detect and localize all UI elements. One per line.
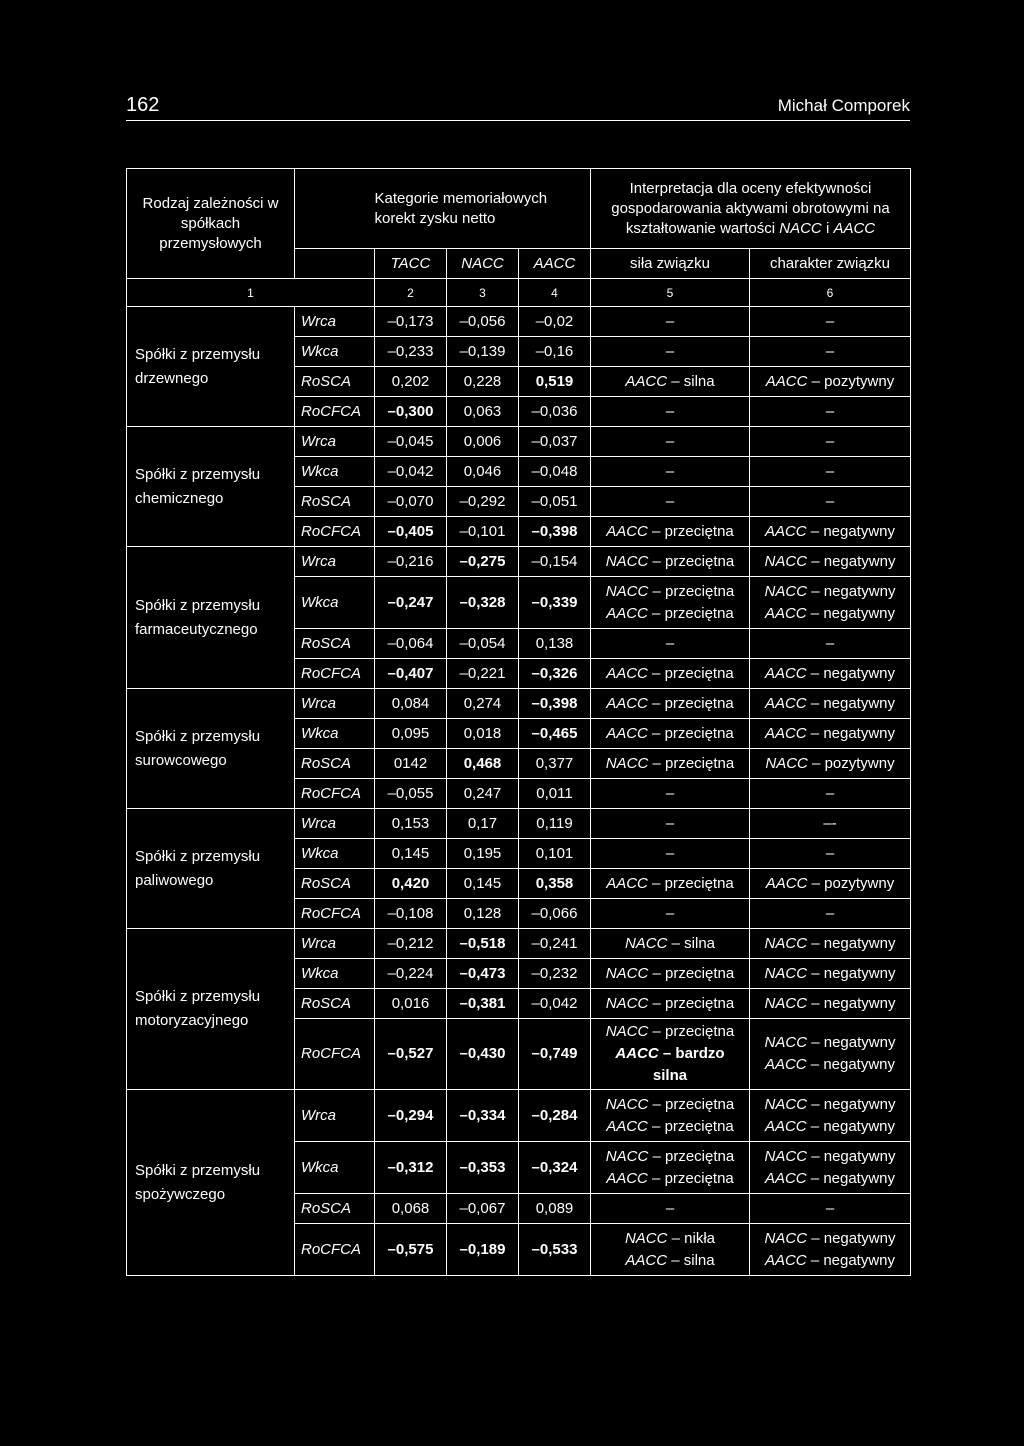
character-text: – bbox=[825, 432, 835, 450]
nacc-value: –0,101 bbox=[447, 517, 519, 547]
variable-name: Wrca bbox=[295, 307, 375, 337]
nacc-value: –0,275 bbox=[447, 547, 519, 577]
nacc-value: –0,353 bbox=[447, 1142, 519, 1194]
variable-name: Wrca bbox=[295, 427, 375, 457]
tacc-value: –0,045 bbox=[375, 427, 447, 457]
header-character: charakter związku bbox=[750, 249, 911, 279]
strength-text: AACC – przeciętna bbox=[606, 522, 734, 540]
character-text: AACC – negatywny bbox=[764, 1056, 896, 1073]
tacc-value: –0,405 bbox=[375, 517, 447, 547]
character-text: – bbox=[825, 844, 835, 862]
col-number: 3 bbox=[447, 279, 519, 307]
character-text: NACC – negatywny bbox=[764, 1095, 896, 1113]
character-text: – bbox=[825, 462, 835, 480]
tacc-value: 0,202 bbox=[375, 367, 447, 397]
character-text: NACC – pozytywny bbox=[765, 754, 895, 772]
variable-name: RoCFCA bbox=[295, 1224, 375, 1276]
aacc-value: 0,358 bbox=[519, 869, 591, 899]
strength-cell bbox=[591, 337, 750, 367]
strength-text: AACC – przeciętna bbox=[606, 694, 734, 712]
character-cell bbox=[750, 809, 911, 839]
header-interpretation-text: Interpretacja dla oceny efektywności gospodarowania aktywami obrotowymi na kształtowanie wartości NACC i AACC bbox=[611, 179, 890, 237]
nacc-value: –0,328 bbox=[447, 577, 519, 629]
character-text: NACC – negatywny bbox=[764, 1229, 896, 1247]
aacc-value: 0,011 bbox=[519, 779, 591, 809]
character-text: – bbox=[825, 312, 835, 330]
strength-text: NACC – przeciętna bbox=[605, 582, 735, 600]
strength-text: AACC – przeciętna bbox=[606, 1169, 734, 1187]
industry-group-label: Spółki z przemysłu paliwowego bbox=[127, 809, 295, 929]
variable-name: RoSCA bbox=[295, 367, 375, 397]
variable-name: RoCFCA bbox=[295, 1019, 375, 1090]
character-text: NACC – negatywny bbox=[764, 582, 896, 600]
character-cell bbox=[750, 869, 911, 899]
header-strength: siła związku bbox=[591, 249, 750, 279]
strength-cell bbox=[591, 487, 750, 517]
strength-text: – bbox=[665, 402, 675, 420]
header-dependency-type: Rodzaj zależności w spółkach przemysłowych bbox=[127, 169, 295, 279]
aacc-value: –0,749 bbox=[519, 1019, 591, 1090]
character-cell bbox=[750, 779, 911, 809]
nacc-value: –0,334 bbox=[447, 1090, 519, 1142]
character-cell bbox=[750, 689, 911, 719]
variable-name: RoSCA bbox=[295, 487, 375, 517]
tacc-value: 0,095 bbox=[375, 719, 447, 749]
strength-text: NACC – przeciętna bbox=[605, 754, 735, 772]
strength-cell bbox=[591, 457, 750, 487]
header-tacc: TACC bbox=[375, 249, 447, 279]
aacc-value: –0,16 bbox=[519, 337, 591, 367]
aacc-value: –0,02 bbox=[519, 307, 591, 337]
strength-text: NACC – przeciętna bbox=[605, 994, 735, 1012]
nacc-value: 0,274 bbox=[447, 689, 519, 719]
tacc-value: –0,216 bbox=[375, 547, 447, 577]
tacc-value: –0,064 bbox=[375, 629, 447, 659]
tacc-value: 0,084 bbox=[375, 689, 447, 719]
aacc-value: –0,232 bbox=[519, 959, 591, 989]
nacc-value: 0,046 bbox=[447, 457, 519, 487]
strength-text: AACC – przeciętna bbox=[606, 724, 734, 742]
header-aacc: AACC bbox=[519, 249, 591, 279]
nacc-value: 0,018 bbox=[447, 719, 519, 749]
strength-cell bbox=[591, 959, 750, 989]
tacc-value: –0,212 bbox=[375, 929, 447, 959]
strength-cell bbox=[591, 749, 750, 779]
character-text: AACC – negatywny bbox=[764, 664, 896, 682]
variable-name: Wkca bbox=[295, 457, 375, 487]
industry-group-label: Spółki z przemysłu motoryzacyjnego bbox=[127, 929, 295, 1090]
tacc-value: –0,312 bbox=[375, 1142, 447, 1194]
header-accrual-categories: Kategorie memoriałowych korekt zysku netto bbox=[375, 169, 591, 249]
character-cell bbox=[750, 367, 911, 397]
variable-name: RoCFCA bbox=[295, 779, 375, 809]
character-text: AACC – negatywny bbox=[764, 1117, 896, 1135]
industry-group-label: Spółki z przemysłu surowcowego bbox=[127, 689, 295, 809]
variable-name: RoSCA bbox=[295, 869, 375, 899]
strength-cell bbox=[591, 899, 750, 929]
strength-cell bbox=[591, 629, 750, 659]
nacc-value: –0,139 bbox=[447, 337, 519, 367]
nacc-value: –0,430 bbox=[447, 1019, 519, 1090]
nacc-value: –0,189 bbox=[447, 1224, 519, 1276]
strength-text: – bbox=[665, 312, 675, 330]
strength-text: AACC – przeciętna bbox=[606, 664, 734, 682]
aacc-value: –0,465 bbox=[519, 719, 591, 749]
character-text: NACC – negatywny bbox=[764, 964, 896, 982]
tacc-value: 0,068 bbox=[375, 1194, 447, 1224]
tacc-value: –0,247 bbox=[375, 577, 447, 629]
strength-cell bbox=[591, 869, 750, 899]
character-cell bbox=[750, 547, 911, 577]
nacc-value: –0,518 bbox=[447, 929, 519, 959]
tacc-value: –0,108 bbox=[375, 899, 447, 929]
strength-text: NACC – przeciętna bbox=[605, 1095, 735, 1113]
aacc-value: 0,101 bbox=[519, 839, 591, 869]
character-text: NACC – negatywny bbox=[764, 552, 896, 570]
col-number: 4 bbox=[519, 279, 591, 307]
nacc-value: 0,228 bbox=[447, 367, 519, 397]
variable-name: RoSCA bbox=[295, 1194, 375, 1224]
aacc-value: –0,042 bbox=[519, 989, 591, 1019]
aacc-value: 0,119 bbox=[519, 809, 591, 839]
strength-cell bbox=[591, 1194, 750, 1224]
character-cell bbox=[750, 719, 911, 749]
nacc-value: 0,17 bbox=[447, 809, 519, 839]
variable-name: RoSCA bbox=[295, 749, 375, 779]
industry-group-label: Spółki z przemysłu farmaceutycznego bbox=[127, 547, 295, 689]
nacc-value: –0,292 bbox=[447, 487, 519, 517]
strength-cell bbox=[591, 1090, 750, 1142]
strength-text: – bbox=[665, 634, 675, 652]
tacc-value: –0,224 bbox=[375, 959, 447, 989]
variable-name: Wrca bbox=[295, 547, 375, 577]
variable-name: RoCFCA bbox=[295, 899, 375, 929]
aacc-value: 0,089 bbox=[519, 1194, 591, 1224]
strength-cell bbox=[591, 517, 750, 547]
strength-cell bbox=[591, 929, 750, 959]
variable-name: Wrca bbox=[295, 809, 375, 839]
strength-cell bbox=[591, 1019, 750, 1090]
nacc-value: –0,221 bbox=[447, 659, 519, 689]
strength-cell bbox=[591, 547, 750, 577]
character-cell bbox=[750, 1142, 911, 1194]
strength-text: AACC – przeciętna bbox=[606, 874, 734, 892]
strength-text: – bbox=[665, 814, 675, 832]
nacc-value: –0,054 bbox=[447, 629, 519, 659]
header-interpretation bbox=[591, 169, 911, 249]
tacc-value: –0,294 bbox=[375, 1090, 447, 1142]
variable-name: Wkca bbox=[295, 1142, 375, 1194]
nacc-value: 0,468 bbox=[447, 749, 519, 779]
variable-name: Wkca bbox=[295, 337, 375, 367]
strength-cell bbox=[591, 397, 750, 427]
nacc-value: 0,128 bbox=[447, 899, 519, 929]
nacc-value: –0,381 bbox=[447, 989, 519, 1019]
character-text: – bbox=[825, 634, 835, 652]
character-cell bbox=[750, 517, 911, 547]
character-text: – bbox=[825, 492, 835, 510]
aacc-value: –0,284 bbox=[519, 1090, 591, 1142]
character-text: AACC – pozytywny bbox=[765, 372, 895, 390]
variable-name: RoCFCA bbox=[295, 397, 375, 427]
nacc-value: 0,063 bbox=[447, 397, 519, 427]
variable-name: Wrca bbox=[295, 929, 375, 959]
running-head-author: Michał Comporek bbox=[777, 96, 910, 115]
tacc-value: –0,173 bbox=[375, 307, 447, 337]
tacc-value: 0,153 bbox=[375, 809, 447, 839]
character-cell bbox=[750, 457, 911, 487]
industry-group-label: Spółki z przemysłu drzewnego bbox=[127, 307, 295, 427]
character-cell bbox=[750, 1194, 911, 1224]
strength-text: NACC – nikła bbox=[624, 1229, 716, 1247]
tacc-value: –0,233 bbox=[375, 337, 447, 367]
character-text: NACC – negatywny bbox=[764, 1034, 896, 1051]
character-text: AACC – negatywny bbox=[764, 604, 896, 622]
character-text: AACC – negatywny bbox=[764, 724, 896, 742]
aacc-value: –0,154 bbox=[519, 547, 591, 577]
strength-text: AACC – przeciętna bbox=[606, 604, 734, 622]
variable-name: RoSCA bbox=[295, 629, 375, 659]
col-number: 2 bbox=[375, 279, 447, 307]
character-text: AACC – negatywny bbox=[764, 694, 896, 712]
nacc-value: 0,247 bbox=[447, 779, 519, 809]
nacc-value: –0,056 bbox=[447, 307, 519, 337]
character-cell bbox=[750, 989, 911, 1019]
table-row bbox=[127, 427, 911, 457]
tacc-value: 0,420 bbox=[375, 869, 447, 899]
strength-cell bbox=[591, 1142, 750, 1194]
character-text: – bbox=[825, 402, 835, 420]
header-nacc: NACC bbox=[447, 249, 519, 279]
industry-group-label: Spółki z przemysłu spożywczego bbox=[127, 1090, 295, 1276]
aacc-value: –0,326 bbox=[519, 659, 591, 689]
character-cell bbox=[750, 659, 911, 689]
variable-name: RoCFCA bbox=[295, 659, 375, 689]
table-row bbox=[127, 809, 911, 839]
character-cell bbox=[750, 929, 911, 959]
character-text: NACC – negatywny bbox=[764, 934, 896, 952]
table-row bbox=[127, 307, 911, 337]
strength-text: NACC – przeciętna bbox=[605, 964, 735, 982]
character-text: NACC – negatywny bbox=[764, 1147, 896, 1165]
table-body bbox=[127, 307, 911, 1276]
character-cell bbox=[750, 397, 911, 427]
character-text: – bbox=[825, 1199, 835, 1217]
strength-cell bbox=[591, 1224, 750, 1276]
variable-name: Wrca bbox=[295, 1090, 375, 1142]
col-number: 6 bbox=[750, 279, 911, 307]
character-text: AACC – pozytywny bbox=[765, 874, 895, 892]
aacc-value: –0,533 bbox=[519, 1224, 591, 1276]
strength-text: – bbox=[665, 342, 675, 360]
tacc-value: –0,575 bbox=[375, 1224, 447, 1276]
aacc-value: 0,138 bbox=[519, 629, 591, 659]
tacc-value: –0,042 bbox=[375, 457, 447, 487]
results-table bbox=[126, 168, 911, 1276]
strength-cell bbox=[591, 719, 750, 749]
strength-text: NACC – przeciętna bbox=[605, 1147, 735, 1165]
character-text: AACC – negatywny bbox=[764, 522, 896, 540]
character-cell bbox=[750, 1224, 911, 1276]
aacc-value: –0,339 bbox=[519, 577, 591, 629]
character-cell bbox=[750, 839, 911, 869]
table-row bbox=[127, 929, 911, 959]
page-header bbox=[126, 92, 910, 121]
character-cell bbox=[750, 307, 911, 337]
character-text: – bbox=[825, 904, 835, 922]
aacc-value: –0,066 bbox=[519, 899, 591, 929]
tacc-value: –0,070 bbox=[375, 487, 447, 517]
tacc-value: 0142 bbox=[375, 749, 447, 779]
nacc-value: 0,006 bbox=[447, 427, 519, 457]
variable-name: Wkca bbox=[295, 839, 375, 869]
strength-text: – bbox=[665, 904, 675, 922]
nacc-value: 0,195 bbox=[447, 839, 519, 869]
strength-cell bbox=[591, 989, 750, 1019]
strength-text: NACC – przeciętna bbox=[605, 1023, 735, 1040]
tacc-value: –0,300 bbox=[375, 397, 447, 427]
table-row bbox=[127, 1090, 911, 1142]
nacc-value: –0,473 bbox=[447, 959, 519, 989]
table-row bbox=[127, 689, 911, 719]
strength-cell bbox=[591, 689, 750, 719]
character-text: – bbox=[825, 784, 835, 802]
character-cell bbox=[750, 899, 911, 929]
character-cell bbox=[750, 337, 911, 367]
tacc-value: 0,016 bbox=[375, 989, 447, 1019]
character-text: NACC – negatywny bbox=[764, 994, 896, 1012]
strength-cell bbox=[591, 809, 750, 839]
aacc-value: –0,051 bbox=[519, 487, 591, 517]
tacc-value: –0,527 bbox=[375, 1019, 447, 1090]
character-cell bbox=[750, 629, 911, 659]
variable-name: Wkca bbox=[295, 959, 375, 989]
character-cell bbox=[750, 749, 911, 779]
industry-group-label: Spółki z przemysłu chemicznego bbox=[127, 427, 295, 547]
strength-text: – bbox=[665, 492, 675, 510]
strength-cell bbox=[591, 659, 750, 689]
character-cell bbox=[750, 577, 911, 629]
page-number: 162 bbox=[126, 94, 160, 116]
nacc-value: –0,067 bbox=[447, 1194, 519, 1224]
strength-text: NACC – silna bbox=[624, 934, 716, 952]
variable-name: RoCFCA bbox=[295, 517, 375, 547]
strength-cell bbox=[591, 367, 750, 397]
strength-text: – bbox=[665, 432, 675, 450]
aacc-value: 0,377 bbox=[519, 749, 591, 779]
strength-text: – bbox=[665, 844, 675, 862]
strength-text: AACC – przeciętna bbox=[606, 1117, 734, 1135]
character-cell bbox=[750, 1090, 911, 1142]
nacc-value: 0,145 bbox=[447, 869, 519, 899]
character-text: AACC – negatywny bbox=[764, 1251, 896, 1269]
strength-text: – bbox=[665, 1199, 675, 1217]
strength-text: AACC – silna bbox=[625, 372, 715, 390]
aacc-value: –0,037 bbox=[519, 427, 591, 457]
variable-name: Wkca bbox=[295, 577, 375, 629]
aacc-value: –0,324 bbox=[519, 1142, 591, 1194]
character-text: AACC – negatywny bbox=[764, 1169, 896, 1187]
tacc-value: –0,407 bbox=[375, 659, 447, 689]
variable-name: RoSCA bbox=[295, 989, 375, 1019]
character-cell bbox=[750, 1019, 911, 1090]
character-cell bbox=[750, 959, 911, 989]
character-cell bbox=[750, 427, 911, 457]
strength-cell bbox=[591, 779, 750, 809]
tacc-value: 0,145 bbox=[375, 839, 447, 869]
character-cell bbox=[750, 487, 911, 517]
strength-cell bbox=[591, 577, 750, 629]
strength-cell bbox=[591, 307, 750, 337]
tacc-value: –0,055 bbox=[375, 779, 447, 809]
aacc-value: –0,036 bbox=[519, 397, 591, 427]
aacc-value: –0,398 bbox=[519, 517, 591, 547]
aacc-value: 0,519 bbox=[519, 367, 591, 397]
strength-text: – bbox=[665, 784, 675, 802]
strength-text: AACC – bardzo silna bbox=[615, 1045, 725, 1084]
col-number: 1 bbox=[127, 279, 375, 307]
variable-name: Wrca bbox=[295, 689, 375, 719]
aacc-value: –0,398 bbox=[519, 689, 591, 719]
strength-cell bbox=[591, 427, 750, 457]
variable-name: Wkca bbox=[295, 719, 375, 749]
strength-text: – bbox=[665, 462, 675, 480]
character-text: –- bbox=[823, 814, 837, 832]
character-text: – bbox=[825, 342, 835, 360]
strength-cell bbox=[591, 839, 750, 869]
col-number: 5 bbox=[591, 279, 750, 307]
strength-text: AACC – silna bbox=[625, 1251, 715, 1269]
aacc-value: –0,048 bbox=[519, 457, 591, 487]
aacc-value: –0,241 bbox=[519, 929, 591, 959]
table-row bbox=[127, 547, 911, 577]
strength-text: NACC – przeciętna bbox=[605, 552, 735, 570]
